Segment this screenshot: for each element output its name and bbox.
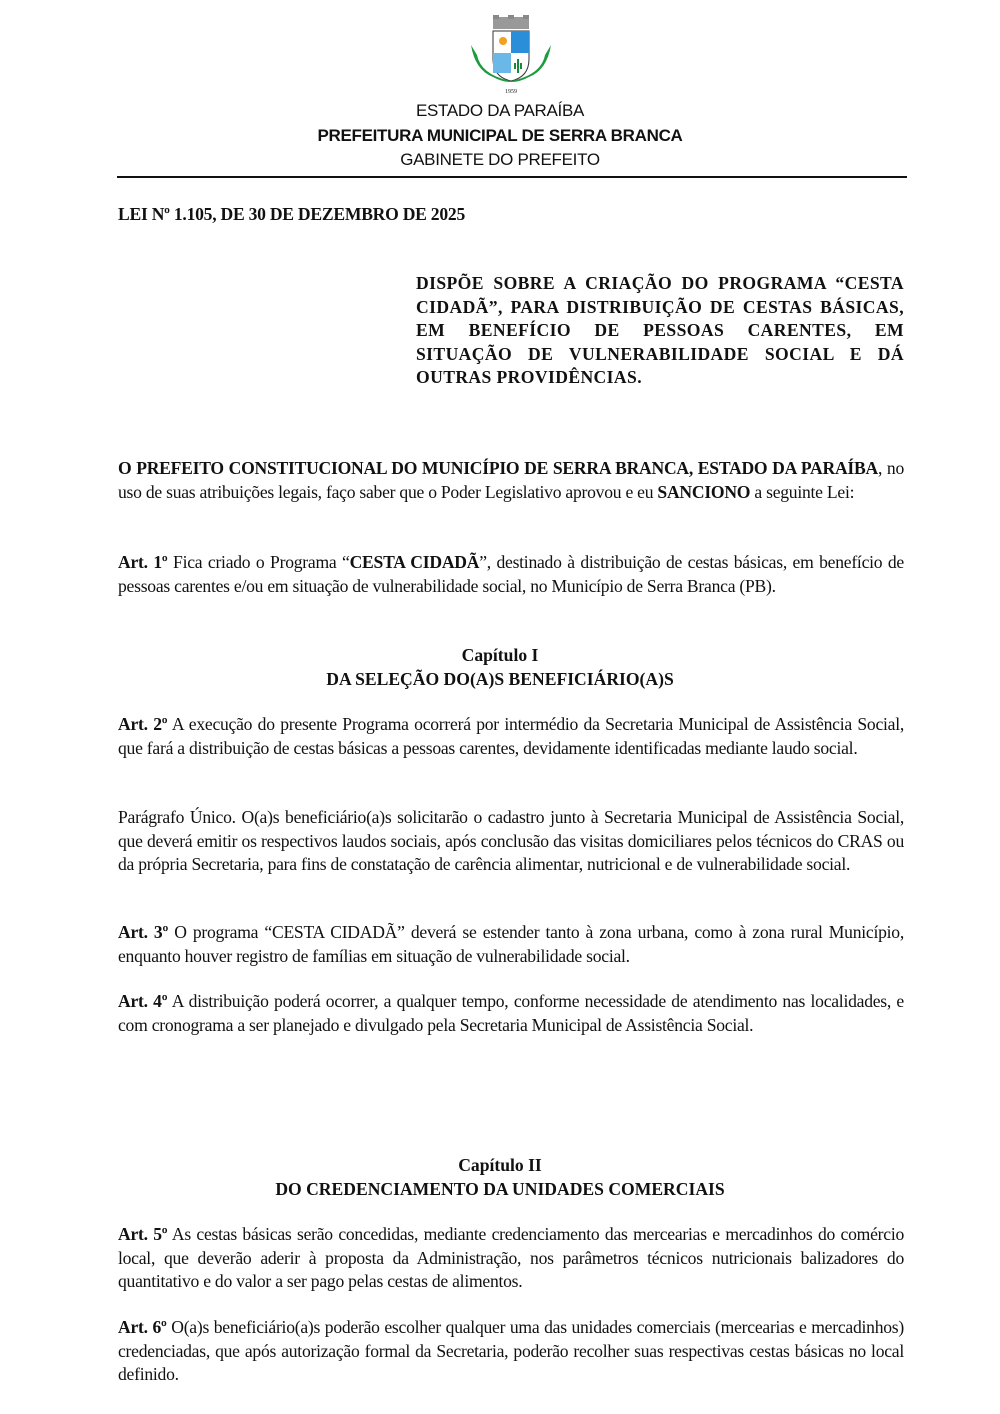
article-text: O(a)s beneficiário(a)s poderão escolher qualquer uma das unidades comerciais (mercearias e mercadinhos) credenciadas, que após autorização formal da Secretaria, poderão recolher suas respectivas cestas básicas no local definido.: [118, 1317, 904, 1384]
article-2: [118, 713, 904, 760]
article-text: O programa “CESTA CIDADÃ” deverá se estender tanto à zona urbana, como à zona rural Município, enquanto houver registro de famílias em situação de vulnerabilidade social.: [118, 922, 904, 966]
program-name: CESTA CIDADÃ: [349, 552, 480, 572]
municipal-coat-of-arms-logo: [463, 15, 558, 95]
article-label: Art. 3º: [118, 922, 169, 942]
header-divider: [117, 176, 907, 178]
article-text: As cestas básicas serão concedidas, mediante credenciamento das mercearias e mercadinhos do comércio local, que deverão aderir à proposta da Administração, nos parâmetros técnicos nutricionais balizadores do quantitativo e do valor a ser pago pelas cestas de alimentos.: [118, 1224, 904, 1291]
preamble-text-end: a seguinte Lei:: [750, 481, 855, 502]
article-2-paragraph: Parágrafo Único. O(a)s beneficiário(a)s solicitarão o cadastro junto à Secretaria Municipal de Assistência Social, que deverá emitir os respectivos laudos sociais, após conclusão das visitas domiciliares pelos técnicos do CRAS ou da própria Secretaria, para fins de constatação de carência alimentar, nutricional e de vulnerabilidade social.: [118, 807, 904, 874]
chapter-2-subtitle: DO CREDENCIAMENTO DA UNIDADES COMERCIAIS: [275, 1179, 725, 1199]
chapter-1-title: Capítulo I: [461, 645, 539, 665]
chapter-1-subtitle: DA SELEÇÃO DO(A)S BENEFICIÁRIO(A)S: [326, 669, 674, 689]
article-text: ”, destinado à distribuição de cestas básicas, em benefício de pessoas carentes e/ou em situação de vulnerabilidade social, no Município de Serra Branca (PB).: [118, 552, 904, 596]
article-text: Fica criado o Programa “: [167, 552, 350, 572]
preamble: [118, 457, 904, 504]
ementa: DISPÕE SOBRE A CRIAÇÃO DO PROGRAMA “CESTA CIDADÃ”, PARA DISTRIBUIÇÃO DE CESTAS BÁSICAS, EM BENEFÍCIO DE PESSOAS CARENTES, EM SITUAÇÃO DE VULNERABILIDADE SOCIAL E DÁ OUTRAS PROVIDÊNCIAS.: [416, 273, 904, 387]
header-office: GABINETE DO PREFEITO: [400, 150, 600, 169]
article-4: [118, 990, 904, 1037]
header-state: ESTADO DA PARAÍBA: [415, 101, 585, 120]
header-municipality: PREFEITURA MUNICIPAL DE SERRA BRANCA: [317, 126, 683, 145]
article-label: Art. 2º: [118, 714, 168, 734]
article-label: Art. 6º: [118, 1317, 167, 1337]
article-1: [118, 551, 904, 598]
law-title: LEI Nº 1.105, DE 30 DE DEZEMBRO DE 2025: [118, 204, 465, 224]
preamble-text: , no uso de suas atribuições legais, faço saber que o Poder Legislativo aprovou e eu: [118, 458, 905, 502]
article-3: [118, 921, 904, 968]
article-text: A distribuição poderá ocorrer, a qualquer tempo, conforme necessidade de atendimento nas localidades, e com cronograma a ser planejado e divulgado pela Secretaria Municipal de Assistência Social.: [118, 991, 904, 1035]
article-5: [118, 1223, 904, 1294]
article-label: Art. 1º: [118, 552, 168, 572]
article-6: [118, 1316, 904, 1387]
article-label: Art. 5º: [118, 1224, 168, 1244]
article-text: A execução do presente Programa ocorrerá por intermédio da Secretaria Municipal de Assistência Social, que fará a distribuição de cestas básicas a pessoas carentes, devidamente identificadas mediante laudo social.: [118, 714, 904, 758]
article-label: Art. 4º: [118, 991, 168, 1011]
svg-text:1959: 1959: [505, 89, 517, 95]
preamble-bold-authority: O PREFEITO CONSTITUCIONAL DO MUNICÍPIO DE SERRA BRANCA, ESTADO DA PARAÍBA: [118, 458, 878, 478]
chapter-2-title: Capítulo II: [458, 1155, 542, 1175]
preamble-sanciono: SANCIONO: [657, 481, 751, 502]
